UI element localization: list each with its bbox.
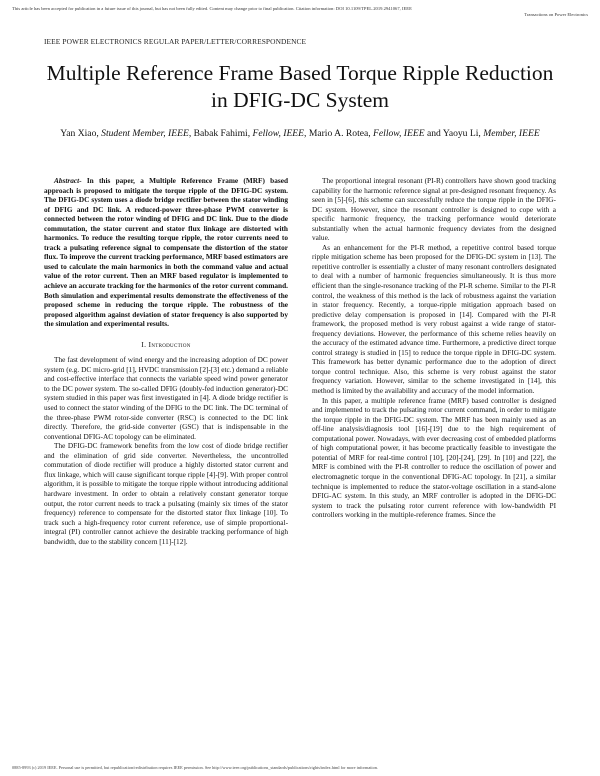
body-paragraph: As an enhancement for the PI-R method, a repetitive control based torque ripple mitigation scheme has been proposed for the DFIG-DC system in [13]. The repetitive controller is essentially a cluster of many resonant controllers designated to deal with a number of harmonic frequencies simultaneously. It is thus more efficient than the single-resonance tracking of the PI-R scheme. Similar to the PI-R control, the weakness of this method is the lack of robustness against the variation in stator frequency. Recently, a torque-ripple mitigation approach based on predictive delay compensation is proposed in [14]. Compared with the PI-R framework, the proposed method is very robust against a wide range of stator-frequency deviations. However, the performance of this scheme relies heavily on the accuracy of the estimated advance time. Furthermore, a predictive direct torque control strategy is studied in [15] to reduce the torque ripple in DFIG-DC system. This framework has better dynamic performance due to the adoption of direct torque control technique. Also, this scheme is very robust against the stator frequency variation. However, similar to the scheme investigated in [14], this method is limited by the availability and accuracy of the model information. — [312, 242, 556, 396]
abstract-text: - In this paper, a Multiple Reference Frame (MRF) based approach is proposed to mitigate the torque ripple of the DFIG-DC system. The DFIG-DC system uses a diode bridge rectifier between the stator winding of DFIG and DC link. A reduced-power three-phase PWM converter is connected between the rotor winding of DFIG and DC link. Due to the diode commutation, the stator current and stator flux linkage are distorted with harmonics. To reduce the resulting torque ripple, the rotor currents need to track a pulsating reference signal to compensate the distortion of the stator flux. To improve the current tracking performance, MRF based estimators are used to calculate the main harmonics in both the command value and actual value of the rotor current. Then an MRF based regulator is implemented to achieve an accurate tracking for the harmonics of the rotor current command. Both simulation and experimental results demonstrate the effectiveness of the proposed scheme in reducing the torque ripple. The robustness of the proposed algorithm against deviation of stator frequency is also supported by the simulation and experimental results. — [44, 176, 288, 329]
body-paragraph: The fast development of wind energy and the increasing adoption of DC power system (e.g. DC micro-grid [1], HVDC transmission [2]-[3] etc.) demand a reliable and cost-effective interface that connects the variable speed wind power generator to the DC power system. The so-called DFIG (doubly-fed induction generator)-DC system studied in this paper was first investigated in [4]. A diode bridge rectifier is used to connect the stator winding of the DFIG to the DC link. The DC terminal of the three-phase PWM rotor-side converter (RSC) is connected to the DC link directly. Therefore, the grid-side converter (GSC) that is indispensable in the conventional DFIG-AC topology can be eliminated. — [44, 355, 288, 441]
journal-notice — [12, 6, 588, 18]
journal-notice-line2: Transactions on Power Electronics — [524, 12, 588, 17]
author-membership: Member, IEEE — [483, 128, 540, 139]
body-paragraph: In this paper, a multiple reference frame (MRF) based controller is designed and implemented to track the pulsating rotor current command, in order to mitigate the torque ripple in the DFIG-DC system. The MRF has been mainly used as an off-line analysis/diagnosis tool [16]-[19] due to the high requirement of computational power. Nowadays, with ever decreasing cost of embedded platforms of high computational power, it has become practically feasible to investigate the potential of MRF for real-time control [10], [20]-[24], [29]. In [10] and [22], the MRF is combined with the PI-R controller to reduce the oscillation of power and electromagnetic torque in the conventional DFIG-AC topology. In [21], a similar technique is implemented to reduce the stator-voltage oscillation in a stand-alone DFIG-AC system. In this study, an MRF controller is adopted in the DFIG-DC system to track the pulsating rotor current reference with low-bandwidth PI controllers working in the multiple-reference frames. Since the — [312, 395, 556, 520]
body-paragraph: The DFIG-DC framework benefits from the low cost of diode bridge rectifier and the elimination of grid side converter. Nevertheless, the uncontrolled commutation of diode rectifier will produce a highly distorted stator current and flux linkage, which will cause significant torque ripple [4]-[9]. With proper control algorithm, it is possible to mitigate the torque ripple without introducing additional hardware investment. In order to obtain a relatively constant generator torque output, the rotor current needs to track a pulsating (mainly six times of the stator frequency) reference to compensate for the distorted stator flux linkage [10]. To track such a high-frequency rotor current reference, use of simple proportional-integral (PI) controller cannot achieve the desirable tracking performance of high bandwidth, due to the stability concern [11]-[12]. — [44, 441, 288, 546]
paper-title: Multiple Reference Frame Based Torque Ripple Reduction in DFIG-DC System — [46, 61, 554, 112]
author-name: Yan Xiao, — [60, 128, 102, 139]
right-column — [312, 176, 556, 520]
author-name: , Mario A. Rotea, — [304, 128, 374, 139]
author-membership: Student Member, IEEE — [101, 128, 189, 139]
section-number: I. — [141, 339, 149, 349]
abstract-label: Abstract — [54, 176, 80, 185]
left-column — [44, 176, 288, 546]
author-name: , Babak Fahimi, — [188, 128, 253, 139]
section-title: Introduction — [148, 339, 191, 349]
author-membership: Fellow, IEEE — [373, 128, 425, 139]
author-membership: Fellow, IEEE — [252, 128, 305, 139]
abstract — [44, 176, 288, 329]
body-paragraph: The proportional integral resonant (PI-R) controllers have shown good tracking capability for the harmonic reference signal at pre-designed resonant frequency. As seen in [5]-[6], this scheme can successfully reduce the torque ripple in the DFIG-DC system. However, since the resonant controller is designed to cope with a specific harmonic frequency, the tracking performance would deteriorate substantially when the actual harmonic frequency deviates from the designed value. — [312, 176, 556, 243]
section-heading — [44, 340, 288, 350]
copyright-footer: 0885-8993 (c) 2019 IEEE. Personal use is permitted, but republication/redistribution requires IEEE permission. See http://www.ieee.org/publications_standards/publications/rights/index.html for more information. — [12, 765, 378, 770]
author-name: and Yaoyu Li, — [424, 128, 484, 139]
journal-notice-line1: This article has been accepted for publication in a future issue of this journal, but has not been fully edited. Content may change prior to final publication. Citation information: DOI 10.1109/TPEL.2019.2941067, IEEE — [12, 6, 412, 11]
author-list — [44, 128, 556, 141]
paper-type-header: IEEE POWER ELECTRONICS REGULAR PAPER/LETTER/CORRESPONDENCE — [44, 37, 307, 46]
